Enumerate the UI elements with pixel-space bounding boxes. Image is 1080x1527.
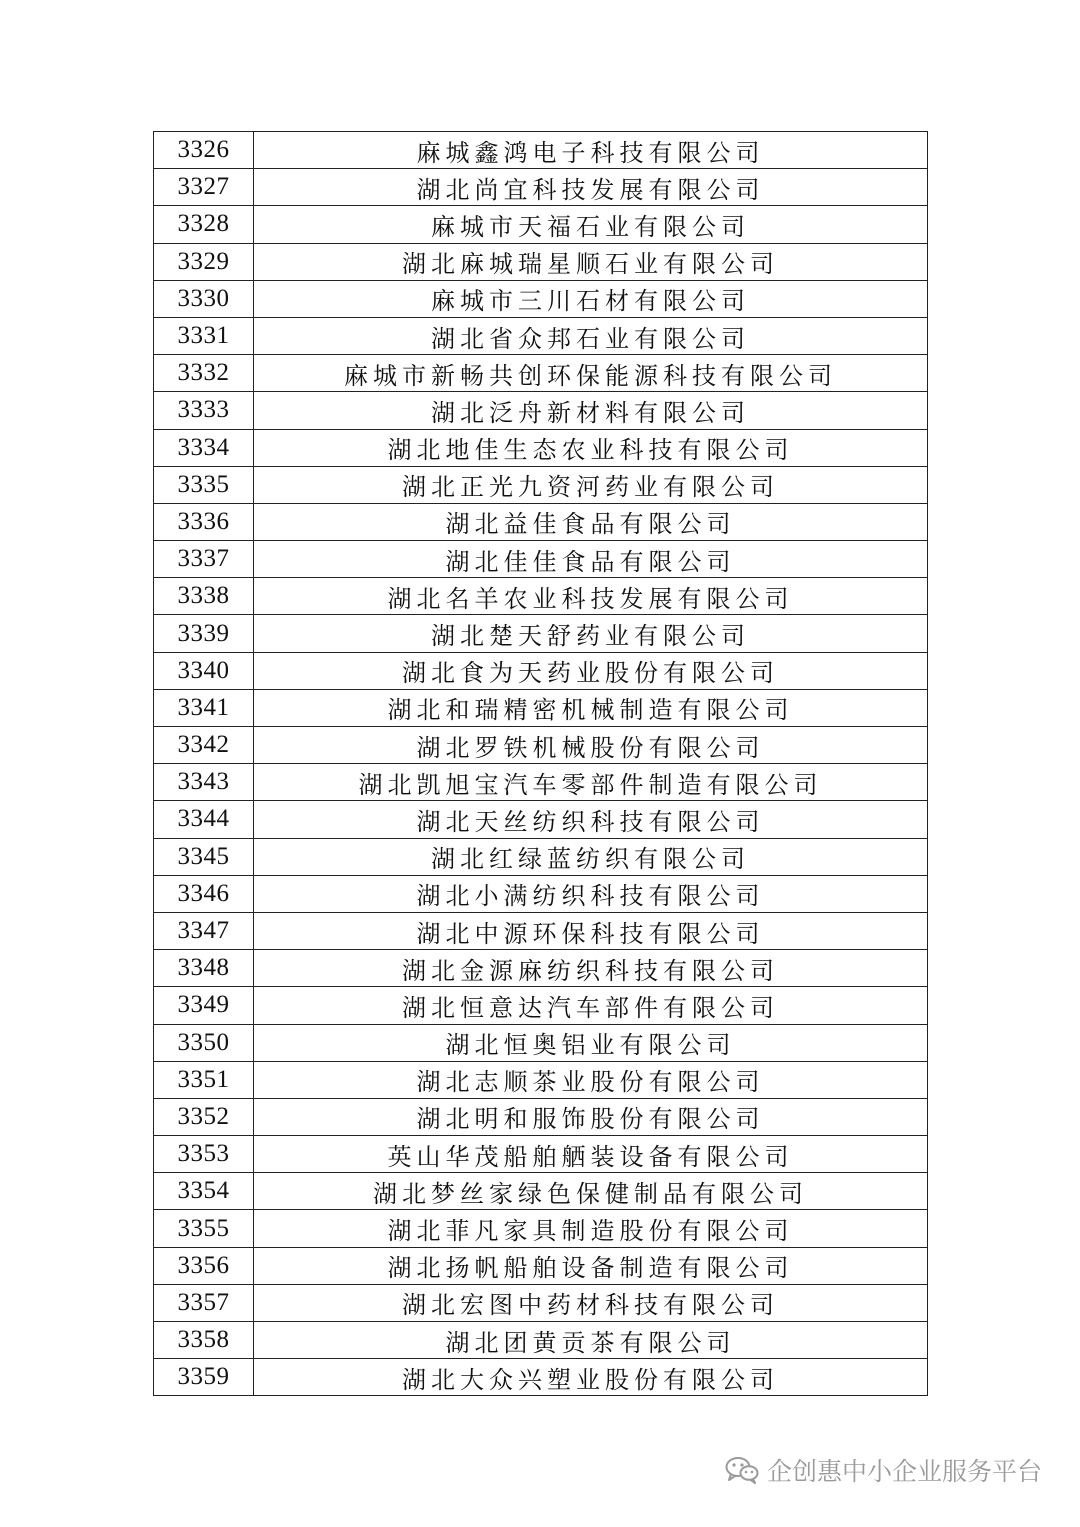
company-name: 英山华茂船舶舾装设备有限公司 <box>254 1136 928 1173</box>
company-name: 湖北恒奥铝业有限公司 <box>254 1024 928 1061</box>
row-number: 3352 <box>154 1098 254 1135</box>
row-number: 3334 <box>154 429 254 466</box>
table-row <box>154 801 928 838</box>
company-name: 湖北明和服饰股份有限公司 <box>254 1098 928 1135</box>
row-number: 3349 <box>154 987 254 1024</box>
table-row <box>154 1284 928 1321</box>
company-name: 湖北麻城瑞星顺石业有限公司 <box>254 243 928 280</box>
row-number: 3327 <box>154 169 254 206</box>
company-name: 湖北省众邦石业有限公司 <box>254 317 928 354</box>
table-row <box>154 541 928 578</box>
table-row <box>154 355 928 392</box>
row-number: 3331 <box>154 317 254 354</box>
company-name: 湖北团黄贡茶有限公司 <box>254 1322 928 1359</box>
table-row <box>154 1359 928 1396</box>
company-name: 湖北正光九资河药业有限公司 <box>254 466 928 503</box>
row-number: 3353 <box>154 1136 254 1173</box>
company-name: 湖北扬帆船舶设备制造有限公司 <box>254 1247 928 1284</box>
row-number: 3350 <box>154 1024 254 1061</box>
row-number: 3346 <box>154 875 254 912</box>
row-number: 3335 <box>154 466 254 503</box>
company-name: 湖北大众兴塑业股份有限公司 <box>254 1359 928 1396</box>
row-number: 3332 <box>154 355 254 392</box>
company-name: 湖北楚天舒药业有限公司 <box>254 615 928 652</box>
company-name: 湖北小满纺织科技有限公司 <box>254 875 928 912</box>
row-number: 3337 <box>154 541 254 578</box>
table-row <box>154 392 928 429</box>
table-row <box>154 1247 928 1284</box>
row-number: 3340 <box>154 652 254 689</box>
company-name: 麻城市三川石材有限公司 <box>254 280 928 317</box>
row-number: 3328 <box>154 206 254 243</box>
company-name: 湖北中源环保科技有限公司 <box>254 912 928 949</box>
table-row <box>154 169 928 206</box>
company-name: 湖北和瑞精密机械制造有限公司 <box>254 689 928 726</box>
table-row <box>154 503 928 540</box>
table-row <box>154 1210 928 1247</box>
row-number: 3341 <box>154 689 254 726</box>
row-number: 3344 <box>154 801 254 838</box>
company-name: 湖北凯旭宝汽车零部件制造有限公司 <box>254 764 928 801</box>
row-number: 3342 <box>154 727 254 764</box>
company-name: 湖北地佳生态农业科技有限公司 <box>254 429 928 466</box>
company-name: 湖北金源麻纺织科技有限公司 <box>254 950 928 987</box>
company-name: 湖北佳佳食品有限公司 <box>254 541 928 578</box>
table-row <box>154 727 928 764</box>
company-list-table <box>153 131 928 1396</box>
table-row <box>154 950 928 987</box>
row-number: 3356 <box>154 1247 254 1284</box>
row-number: 3329 <box>154 243 254 280</box>
wechat-icon <box>725 1456 759 1484</box>
row-number: 3355 <box>154 1210 254 1247</box>
row-number: 3339 <box>154 615 254 652</box>
row-number: 3354 <box>154 1173 254 1210</box>
company-name: 湖北宏图中药材科技有限公司 <box>254 1284 928 1321</box>
table-row <box>154 317 928 354</box>
table-row <box>154 466 928 503</box>
table-row <box>154 1098 928 1135</box>
table-row <box>154 912 928 949</box>
company-name: 湖北泛舟新材料有限公司 <box>254 392 928 429</box>
company-name: 湖北尚宜科技发展有限公司 <box>254 169 928 206</box>
company-name: 湖北志顺茶业股份有限公司 <box>254 1061 928 1098</box>
row-number: 3347 <box>154 912 254 949</box>
table-row <box>154 1136 928 1173</box>
table-row <box>154 689 928 726</box>
company-name: 湖北恒意达汽车部件有限公司 <box>254 987 928 1024</box>
table-row <box>154 1322 928 1359</box>
company-name: 湖北天丝纺织科技有限公司 <box>254 801 928 838</box>
table-row <box>154 1024 928 1061</box>
table-row <box>154 429 928 466</box>
table-row <box>154 280 928 317</box>
company-name: 麻城鑫鸿电子科技有限公司 <box>254 132 928 169</box>
row-number: 3343 <box>154 764 254 801</box>
table-row <box>154 578 928 615</box>
table-row <box>154 615 928 652</box>
table-row <box>154 206 928 243</box>
row-number: 3359 <box>154 1359 254 1396</box>
company-name: 湖北梦丝家绿色保健制品有限公司 <box>254 1173 928 1210</box>
company-name: 湖北罗铁机械股份有限公司 <box>254 727 928 764</box>
table-row <box>154 1061 928 1098</box>
row-number: 3348 <box>154 950 254 987</box>
company-name: 麻城市新畅共创环保能源科技有限公司 <box>254 355 928 392</box>
company-name: 湖北食为天药业股份有限公司 <box>254 652 928 689</box>
watermark <box>725 1452 1042 1488</box>
table-row <box>154 987 928 1024</box>
company-name: 麻城市天福石业有限公司 <box>254 206 928 243</box>
row-number: 3326 <box>154 132 254 169</box>
table-row <box>154 875 928 912</box>
table-row <box>154 764 928 801</box>
row-number: 3336 <box>154 503 254 540</box>
table-row <box>154 243 928 280</box>
company-name: 湖北益佳食品有限公司 <box>254 503 928 540</box>
row-number: 3357 <box>154 1284 254 1321</box>
company-name: 湖北红绿蓝纺织有限公司 <box>254 838 928 875</box>
table-row <box>154 1173 928 1210</box>
company-list-body <box>154 132 928 1396</box>
watermark-text: 企创惠中小企业服务平台 <box>766 1457 1042 1486</box>
row-number: 3338 <box>154 578 254 615</box>
row-number: 3330 <box>154 280 254 317</box>
row-number: 3358 <box>154 1322 254 1359</box>
row-number: 3345 <box>154 838 254 875</box>
company-name: 湖北名羊农业科技发展有限公司 <box>254 578 928 615</box>
row-number: 3333 <box>154 392 254 429</box>
company-name: 湖北菲凡家具制造股份有限公司 <box>254 1210 928 1247</box>
table-row <box>154 652 928 689</box>
row-number: 3351 <box>154 1061 254 1098</box>
table-row <box>154 838 928 875</box>
table-row <box>154 132 928 169</box>
